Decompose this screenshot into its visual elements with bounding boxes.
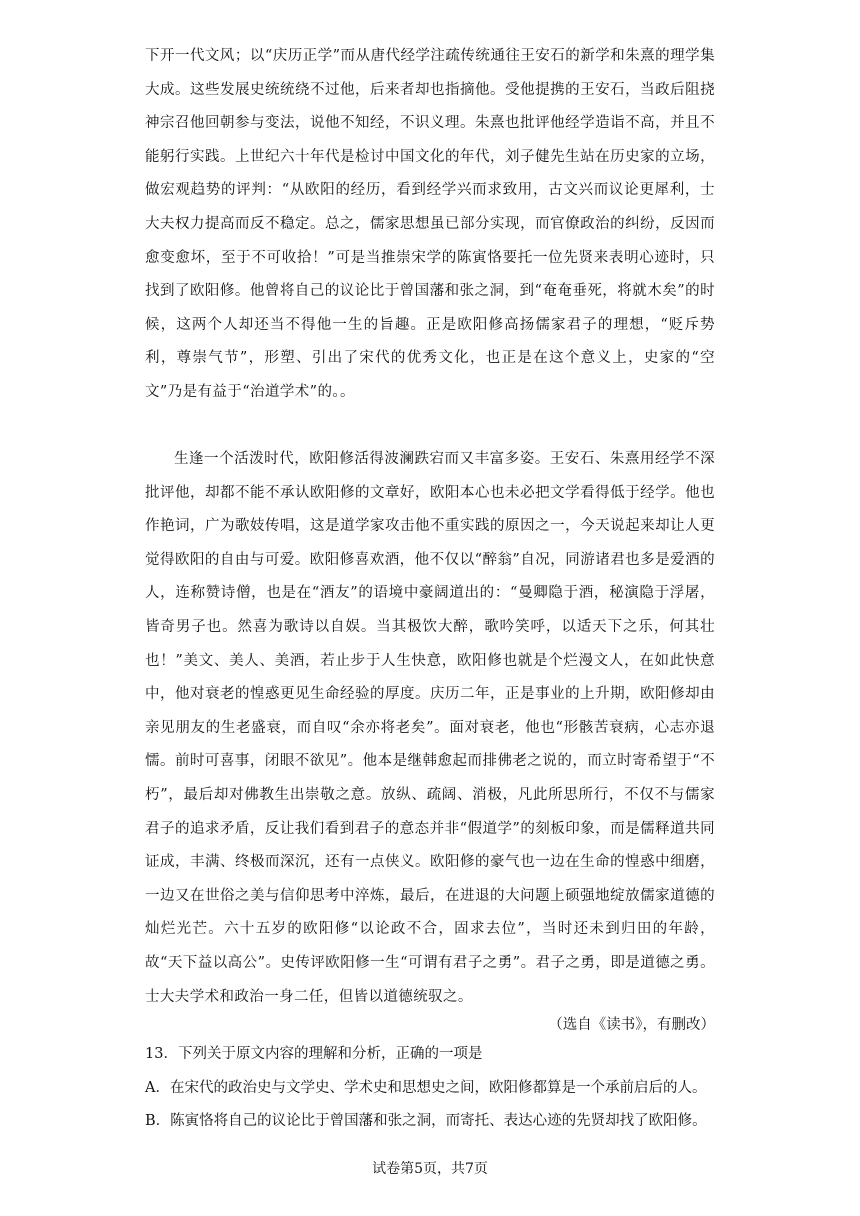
passage-source: （选自《读书》，有删改）: [548, 1017, 715, 1033]
question-13-option-b: B．陈寅恪将自己的议论比于曾国藩和张之洞，而寄托、表达心迹的先贤却找了欧阳修。: [145, 1113, 707, 1129]
passage-paragraph-2: 生逢一个活泼时代，欧阳修活得波澜跌宕而又丰富多姿。王安石、朱熹用经学不深批评他，却都不能不承认欧阳修的文章好，欧阳本心也未必把文学看得低于经学。他也作艳词，广为歌妓传唱，这是道学家攻击他不重实践的原因之一，今天说起来却让人更觉得欧阳的自由与可爱。欧阳修喜欢酒，他不仅以“醉翁”自况，同游诸君也多是爱酒的人，连称赞诗僧，也是在“酒友”的语境中豪阔道出的：“曼卿隐于酒，秘演隐于浮屠，皆奇男子也。然喜为歌诗以自娱。当其极饮大醉，歌吟笑呼，以适天下之乐，何其壮也！”美文、美人、美酒，若止步于人生快意，欧阳修也就是个烂漫文人，在如此快意中，他对衰老的惶惑更见生命经验的厚度。庆历二年，正是事业的上升期，欧阳修却由亲见朋友的生老盛衰，而自叹“余亦将老矣”。面对衰老，他也“形骸苦衰病，心志亦退懦。前时可喜事，闭眼不欲见”。他本是继韩愈起而排佛老之说的，而立时寄希望于“不朽”，最后却对佛教生出崇敬之意。放纵、疏阔、消极，凡此所思所行，不仅不与儒家君子的追求矛盾，反让我们看到君子的意态并非“假道学”的刻板印象，而是儒释道共同证成，丰满、终极而深沉，还有一点侠义。欧阳修的豪气也一边在生命的惶惑中细磨，一边又在世俗之美与信仰思考中淬炼，最后，在进退的大问题上硕强地绽放儒家道德的灿烂光芒。六十五岁的欧阳修“以论政不合，固求去位”，当时还未到归田的年龄，故“天下益以高公”。史传评欧阳修一生“可谓有君子之勇”。君子之勇，即是道德之勇。士大夫学术和政治一身二任，但皆以道德统驭之。: [145, 451, 715, 1005]
page-footer: 试卷第5页，共7页: [372, 1161, 488, 1177]
passage-paragraph-1: 下开一代文风；以“庆历正学”而从唐代经学注疏传统通往王安石的新学和朱熹的理学集大成。这些发展史统统绕不过他，后来者却也指摘他。受他提携的王安石，当政后阻挠神宗召他回朝参与变法，说他不知经，不识义理。朱熹也批评他经学造诣不高，并且不能躬行实践。上世纪六十年代是检讨中国文化的年代，刘子健先生站在历史家的立场，做宏观趋势的评判：“从欧阳的经历，看到经学兴而求致用，古文兴而议论更犀利，士大夫权力提高而反不稳定。总之，儒家思想虽已部分实现，而官僚政治的纠纷，反因而愈变愈坏，至于不可收拾！”可是当推崇宋学的陈寅恪要托一位先贤来表明心迹时，只找到了欧阳修。他曾将自己的议论比于曾国藩和张之洞，到“奄奄垂死，将就木矣”的时候，这两个人却还当不得他一生的旨趣。正是欧阳修高扬儒家君子的理想，“贬斥势利，尊崇气节”，形塑、引出了宋代的优秀文化，也正是在这个意义上，史家的“空文”乃是有益于“治道学术”的。。: [145, 48, 715, 400]
question-13-stem: 13．下列关于原文内容的理解和分析，正确的一项是: [145, 1046, 483, 1062]
question-13-option-a: A．在宋代的政治史与文学史、学术史和思想史之间，欧阳修都算是一个承前启后的人。: [145, 1080, 707, 1096]
